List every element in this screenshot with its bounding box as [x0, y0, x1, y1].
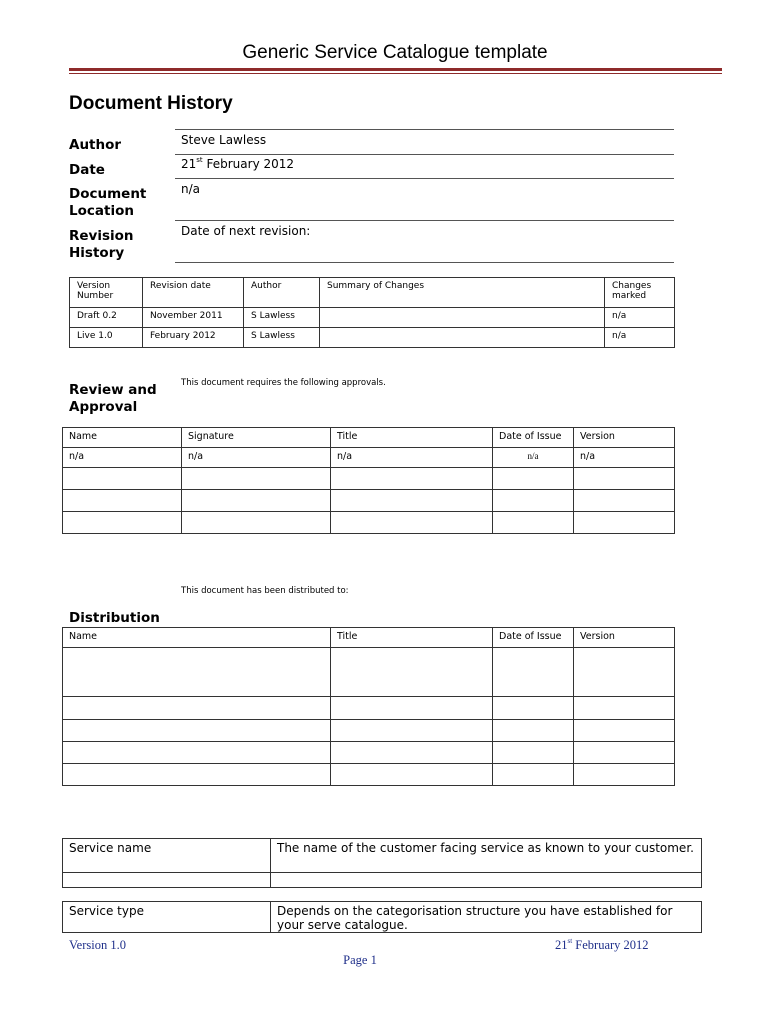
table-cell: [493, 512, 574, 534]
table-cell: [493, 720, 574, 742]
revision-col-date: Revision date: [143, 278, 244, 308]
distribution-col-date: Date of Issue: [493, 628, 574, 648]
table-cell: S Lawless: [244, 328, 320, 348]
review-approval-heading: Review and Approval: [69, 382, 157, 415]
table-row: [63, 448, 675, 468]
service-name-label: Service name: [63, 839, 271, 873]
approval-col-signature: Signature: [182, 428, 331, 448]
approval-table: [62, 427, 675, 534]
field-line: [175, 154, 674, 155]
approval-col-date: Date of Issue: [493, 428, 574, 448]
table-cell: [331, 697, 493, 720]
table-cell: [63, 512, 182, 534]
table-cell: [574, 764, 675, 786]
table-cell: [574, 512, 675, 534]
table-cell: [331, 720, 493, 742]
table-cell: [320, 328, 605, 348]
date-label: Date: [69, 162, 105, 178]
table-row: [63, 697, 675, 720]
table-row: [70, 328, 675, 348]
table-cell: [493, 764, 574, 786]
revision-history-label: Revision History: [69, 228, 134, 261]
table-cell: [574, 720, 675, 742]
field-line: [175, 129, 674, 130]
header-rule: [69, 68, 722, 71]
table-cell: [331, 468, 493, 490]
table-cell: [63, 697, 331, 720]
table-cell: n/a: [605, 308, 675, 328]
revision-col-changes: Changes marked: [605, 278, 675, 308]
distribution-heading: Distribution: [69, 610, 160, 626]
service-type-table: [62, 901, 702, 933]
field-line: [175, 178, 674, 179]
table-cell: [182, 512, 331, 534]
table-cell: [331, 648, 493, 697]
table-cell: [493, 648, 574, 697]
table-cell: [574, 490, 675, 512]
table-cell: Live 1.0: [70, 328, 143, 348]
table-cell: November 2011: [143, 308, 244, 328]
revision-value: Date of next revision:: [181, 224, 311, 238]
table-cell: February 2012: [143, 328, 244, 348]
table-cell: [574, 697, 675, 720]
table-cell: [63, 648, 331, 697]
table-cell: [63, 764, 331, 786]
document-location-value: n/a: [181, 182, 201, 196]
table-cell: [63, 873, 271, 888]
table-cell: n/a: [605, 328, 675, 348]
footer-version: Version 1.0: [69, 938, 126, 952]
service-name-value: The name of the customer facing service as known to your customer.: [271, 839, 702, 873]
page-header-title: Generic Service Catalogue template: [242, 42, 548, 63]
approval-col-version: Version: [574, 428, 675, 448]
author-value: Steve Lawless: [181, 133, 267, 147]
distribution-table: [62, 627, 675, 786]
table-row: [70, 308, 675, 328]
approvals-note: This document requires the following approvals.: [181, 378, 386, 388]
table-cell: [331, 490, 493, 512]
revision-col-author: Author: [244, 278, 320, 308]
table-cell: [493, 697, 574, 720]
table-cell: [574, 468, 675, 490]
table-cell: [574, 742, 675, 764]
table-cell: [331, 742, 493, 764]
table-cell: n/a: [331, 448, 493, 468]
table-cell: Draft 0.2: [70, 308, 143, 328]
field-line: [175, 220, 674, 221]
distribution-note: This document has been distributed to:: [181, 586, 349, 596]
table-cell: [331, 764, 493, 786]
footer-date: 21st February 2012: [555, 937, 649, 952]
table-row: [63, 742, 675, 764]
approval-col-name: Name: [63, 428, 182, 448]
table-cell: [493, 468, 574, 490]
table-cell: [63, 490, 182, 512]
approval-col-title: Title: [331, 428, 493, 448]
service-type-value: Depends on the categorisation structure you have established for your serve catalogue.: [271, 902, 702, 933]
revision-table: [69, 277, 675, 348]
table-cell: [63, 468, 182, 490]
service-type-label: Service type: [63, 902, 271, 933]
table-cell: [320, 308, 605, 328]
distribution-col-name: Name: [63, 628, 331, 648]
revision-col-summary: Summary of Changes: [320, 278, 605, 308]
table-cell: n/a: [63, 448, 182, 468]
table-cell: n/a: [493, 448, 574, 468]
table-row: [63, 468, 675, 490]
table-cell: [331, 512, 493, 534]
header-rule-thin: [69, 73, 722, 74]
table-cell: [493, 742, 574, 764]
field-line: [175, 262, 674, 263]
date-value: 21st February 2012: [181, 156, 295, 171]
table-cell: n/a: [574, 448, 675, 468]
distribution-col-version: Version: [574, 628, 675, 648]
table-row: [63, 648, 675, 697]
document-history-heading: Document History: [69, 93, 233, 114]
table-cell: [493, 490, 574, 512]
table-cell: n/a: [182, 448, 331, 468]
table-row: [63, 720, 675, 742]
service-name-table: [62, 838, 702, 888]
footer-page-number: Page 1: [343, 953, 377, 967]
distribution-col-title: Title: [331, 628, 493, 648]
table-row: [63, 490, 675, 512]
table-cell: [182, 468, 331, 490]
table-row: [63, 512, 675, 534]
table-cell: [63, 720, 331, 742]
document-location-label: Document Location: [69, 186, 147, 219]
revision-col-version: Version Number: [70, 278, 143, 308]
table-cell: S Lawless: [244, 308, 320, 328]
table-cell: [63, 742, 331, 764]
table-cell: [271, 873, 702, 888]
table-cell: [574, 648, 675, 697]
table-cell: [182, 490, 331, 512]
author-label: Author: [69, 137, 122, 153]
table-row: [63, 764, 675, 786]
